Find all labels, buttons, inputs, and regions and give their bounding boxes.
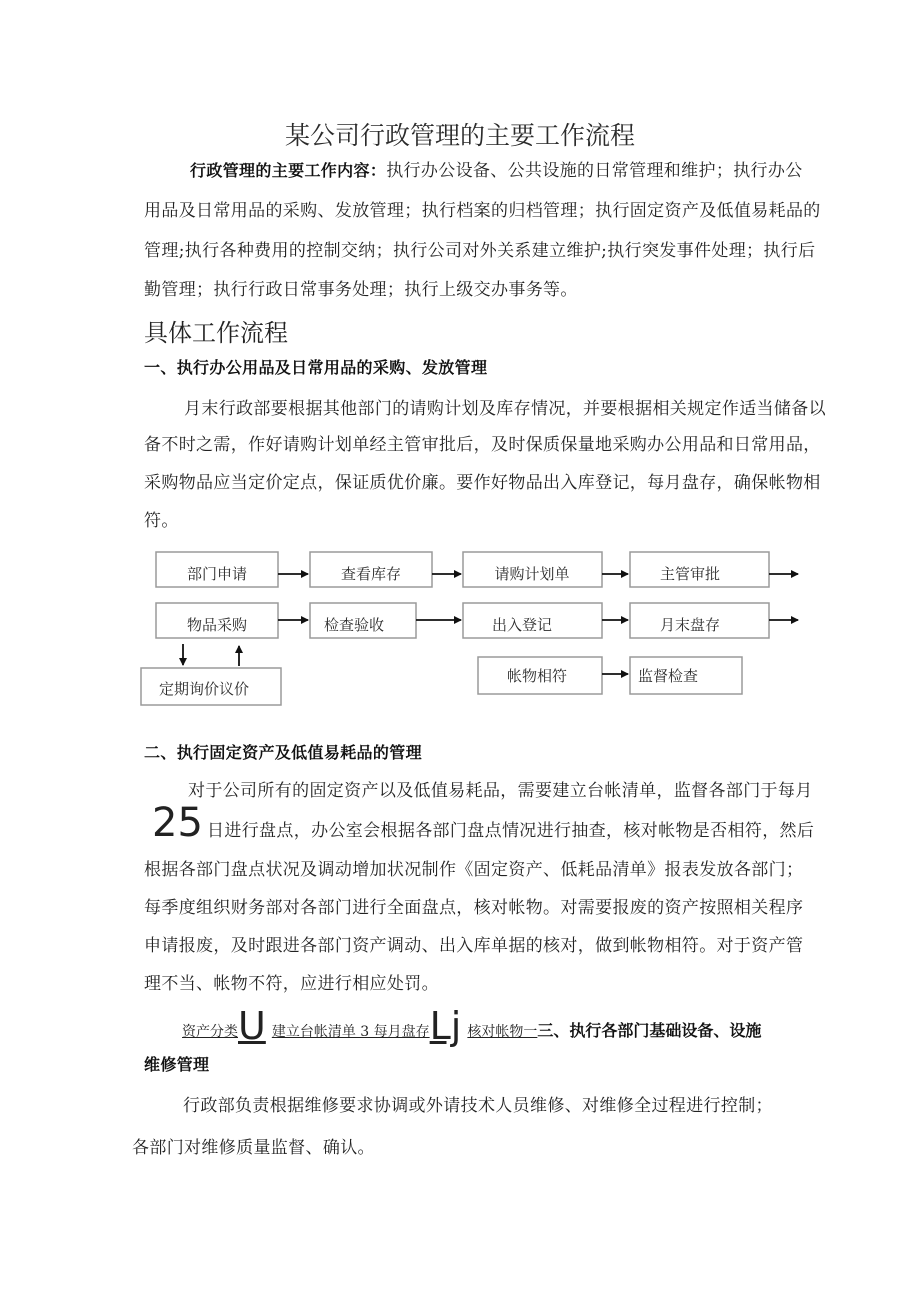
s1-para-line-1: 月末行政部要根据其他部门的请购计划及库存情况，并要根据相关规定作适当储备以 bbox=[184, 399, 826, 419]
flow-label-procurement: 物品采购 bbox=[186, 616, 248, 634]
intro-line-3: 管理;执行各种费用的控制交纳；执行公司对外关系建立维护;执行突发事件处理；执行后 bbox=[144, 241, 816, 261]
flow-label-price-negotiation: 定期询价议价 bbox=[158, 680, 250, 698]
s2-para-line-3: 根据各部门盘点状况及调动增加状况制作《固定资产、低耗品清单》报表发放各部门； bbox=[144, 860, 804, 880]
inline-asset-classify: 资产分类 bbox=[182, 1024, 238, 1040]
inline-glyph-u: U bbox=[238, 1004, 266, 1048]
s2-para-line-2: 日进行盘点，办公室会根据各部门盘点情况进行抽查，核对帐物是否相符，然后 bbox=[207, 821, 815, 841]
s3-para-line-2: 各部门对维修质量监督、确认。 bbox=[132, 1138, 375, 1158]
s1-para-line-4: 符。 bbox=[144, 511, 179, 531]
inline-ledger-stock: 建立台帐清单 3 每月盘存 bbox=[271, 1024, 430, 1040]
intro-line-2: 用品及日常用品的采购、发放管理；执行档案的归档管理；执行固定资产及低值易耗品的 bbox=[144, 201, 821, 221]
s2-para-line-4: 每季度组织财务部对各部门进行全面盘点，核对帐物。对需要报废的资产按照相关程序 bbox=[144, 898, 804, 918]
section-2-heading: 二、执行固定资产及低值易耗品的管理 bbox=[144, 743, 422, 762]
s2-big-number: 25 bbox=[152, 800, 203, 846]
section-1-heading: 一、执行办公用品及日常用品的采购、发放管理 bbox=[144, 358, 488, 377]
inline-glyph-lj: Lj bbox=[429, 1004, 462, 1048]
intro-line-4: 勤管理；执行行政日常事务处理；执行上级交办事务等。 bbox=[144, 280, 578, 300]
flow-label-check-stock: 查看库存 bbox=[340, 565, 402, 583]
s1-para-line-3: 采购物品应当定价定点，保证质优价廉。要作好物品出入库登记，每月盘存，确保帐物相 bbox=[144, 473, 821, 493]
asset-flow-inline bbox=[182, 1006, 761, 1052]
intro-label: 行政管理的主要工作内容： bbox=[190, 161, 387, 180]
s3-para-line-1: 行政部负责根据维修要求协调或外请技术人员维修、对维修全过程进行控制； bbox=[183, 1096, 773, 1116]
s2-para-line-5: 申请报废，及时跟进各部门资产调动、出入库单据的核对，做到帐物相符。对于资产管 bbox=[144, 936, 804, 956]
page-title: 某公司行政管理的主要工作流程 bbox=[284, 121, 635, 150]
s2-para-line-1: 对于公司所有的固定资产以及低值易耗品，需要建立台帐清单，监督各部门于每月 bbox=[188, 781, 813, 801]
section-3-heading-a: 三、执行各部门基础设备、设施 bbox=[537, 1021, 762, 1040]
flow-label-supervisor-approval: 主管审批 bbox=[659, 565, 721, 583]
flow-label-month-end-stock: 月末盘存 bbox=[659, 616, 721, 634]
flow-label-account-match: 帐物相符 bbox=[506, 667, 568, 685]
inline-check-accounts: 核对帐物一 bbox=[467, 1024, 538, 1040]
flow-label-inspection: 检查验收 bbox=[323, 616, 385, 634]
section-3-heading-b: 维修管理 bbox=[144, 1055, 210, 1074]
s1-para-line-2: 备不时之需，作好请购计划单经主管审批后，及时保质保量地采购办公用品和日常用品， bbox=[144, 435, 821, 455]
flow-label-supervision: 监督检查 bbox=[637, 667, 699, 685]
flow-label-in-out-register: 出入登记 bbox=[491, 616, 553, 634]
flow-label-dept-request: 部门申请 bbox=[186, 565, 248, 583]
s2-para-line-6: 理不当、帐物不符，应进行相应处罚。 bbox=[144, 974, 439, 994]
flow-label-purchase-plan: 请购计划单 bbox=[494, 565, 570, 583]
section-title: 具体工作流程 bbox=[144, 319, 288, 347]
intro-text-1: 执行办公设备、公共设施的日常管理和维护；执行办公 bbox=[386, 161, 803, 181]
